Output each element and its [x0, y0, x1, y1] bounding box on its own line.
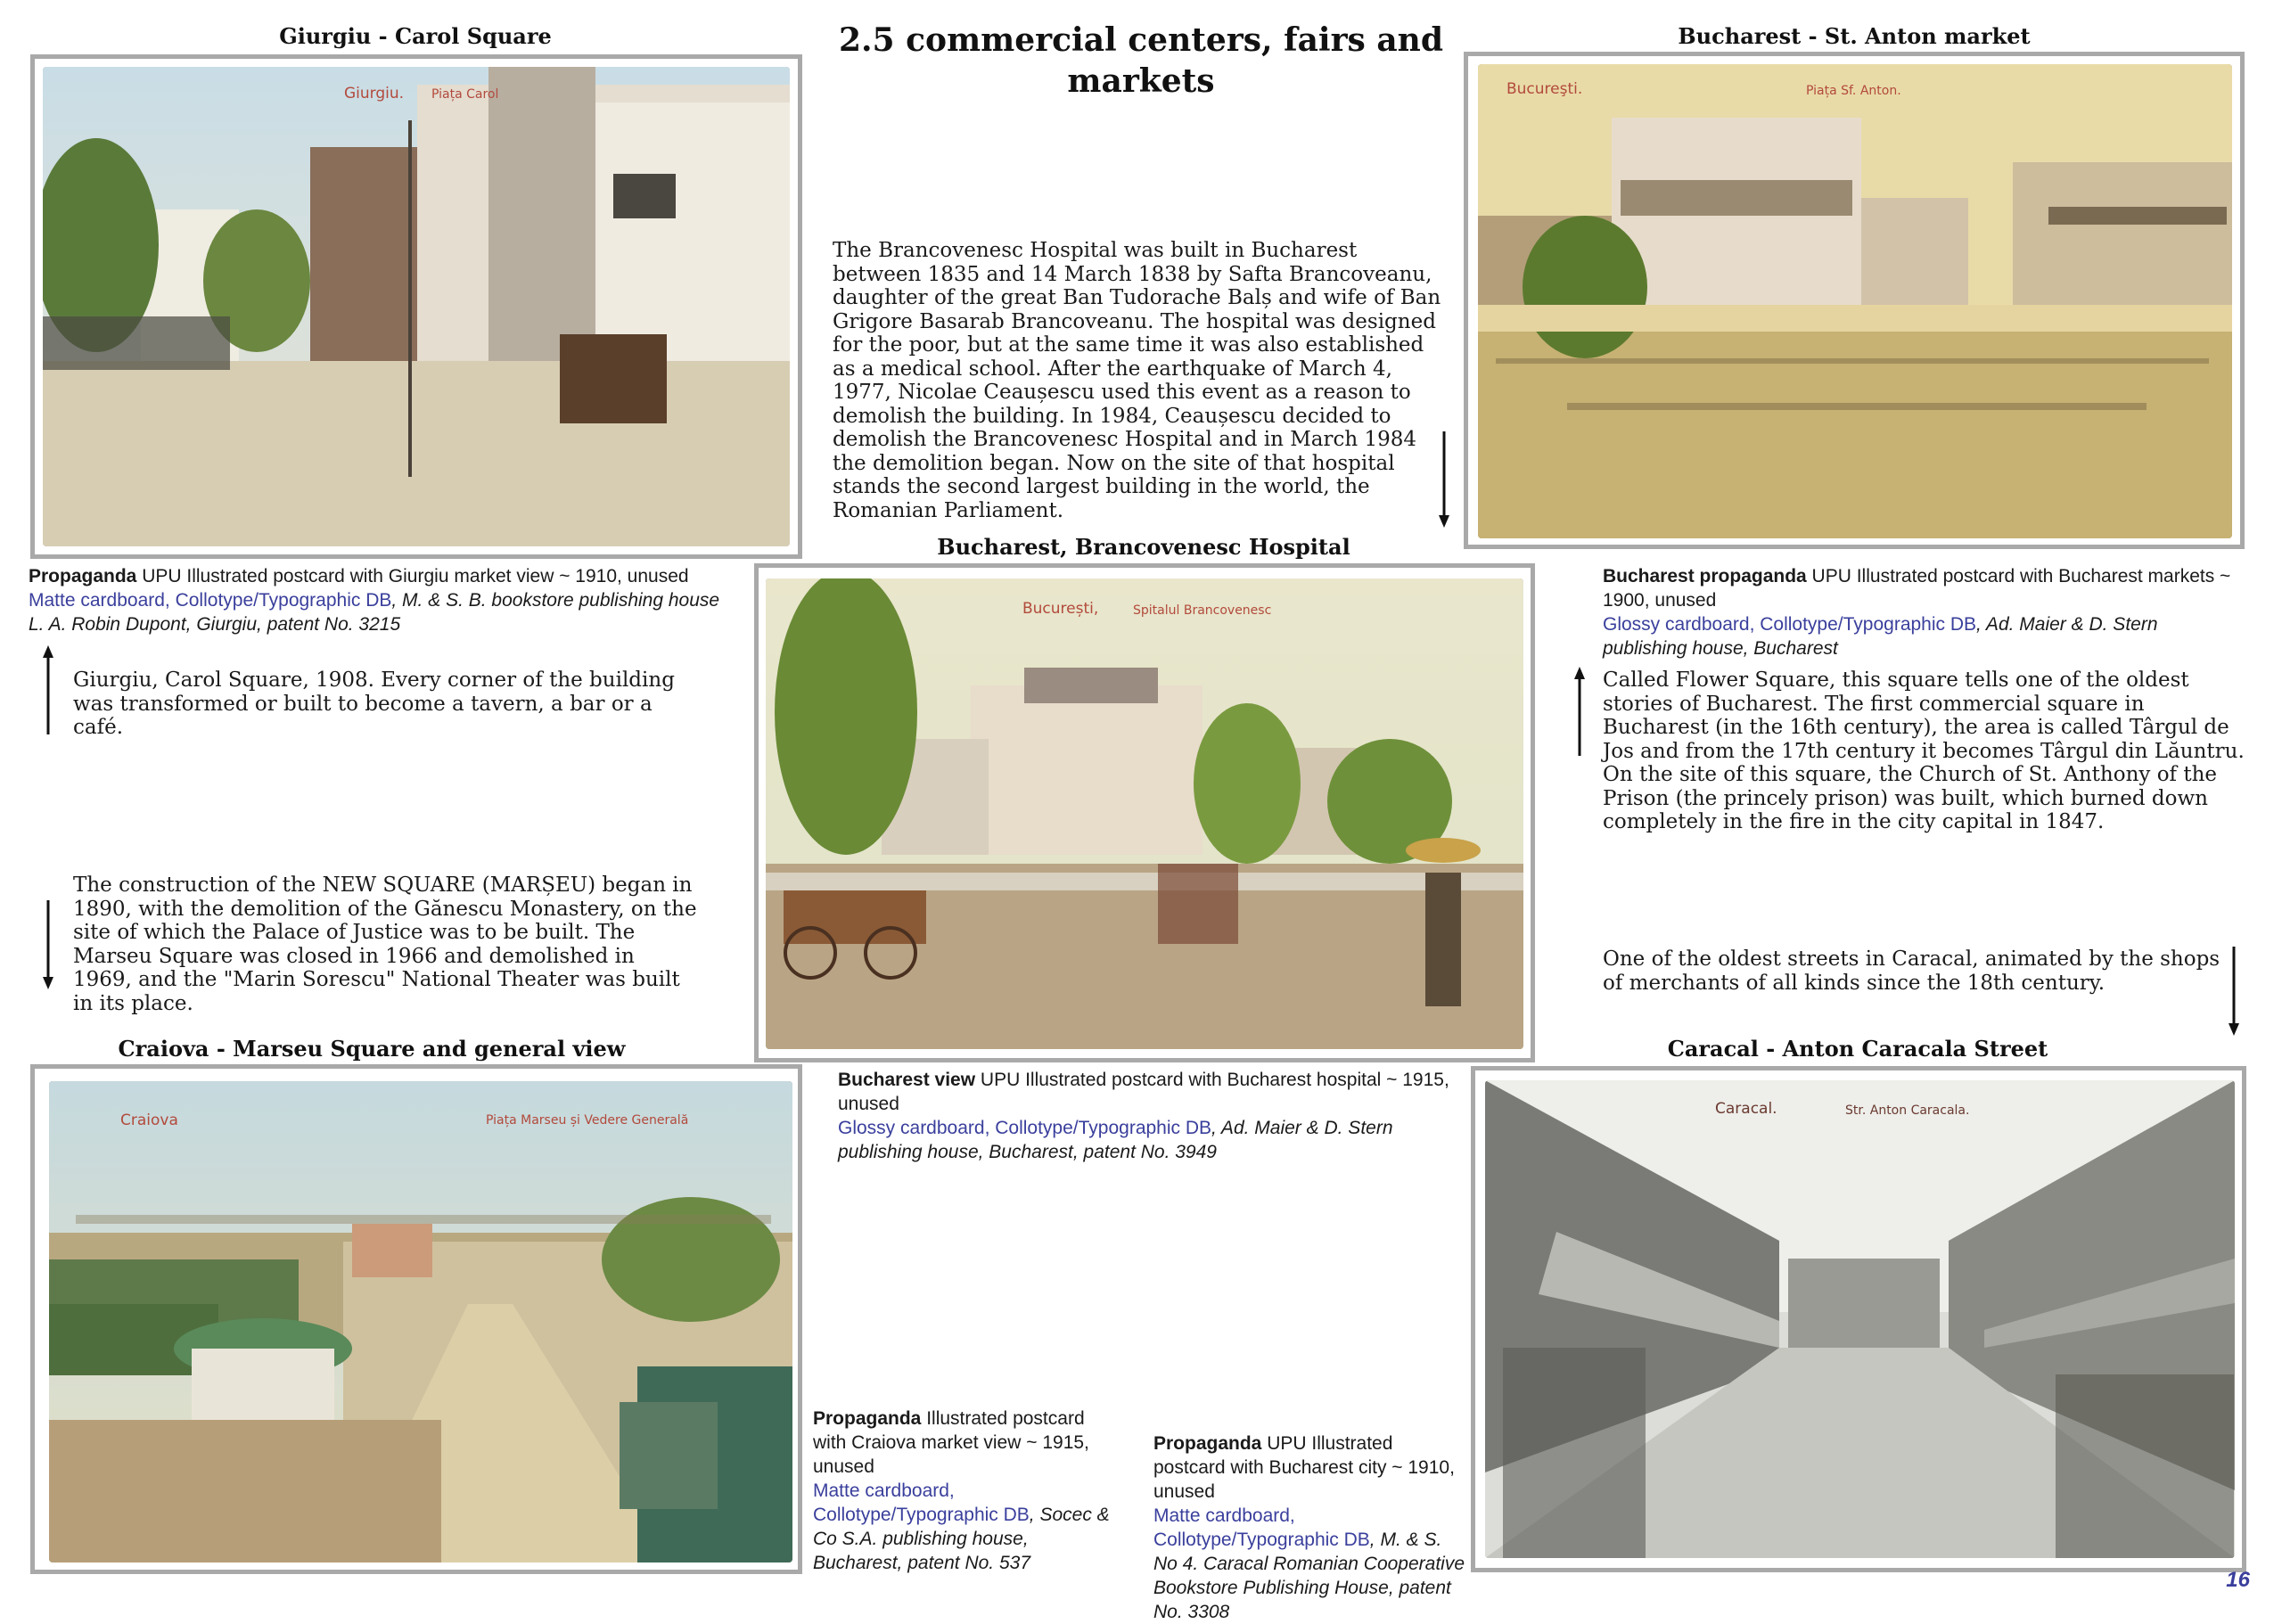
hospital-description — [838, 1068, 1453, 1164]
hospital-desc-bold: Bucharest view — [838, 1070, 976, 1090]
giurgiu-up-arrow-icon — [46, 645, 50, 734]
giurgiu-desc-bold: Propaganda — [29, 566, 137, 586]
anton-stamp-place: Piața Sf. Anton. — [1806, 84, 1901, 98]
caracal-desc-plain: UPU Illustrated postcard with Bucharest city ~ 1910, unused — [1153, 1433, 1455, 1502]
caracal-text: One of the oldest streets in Caracal, animated by the shops of merchants of all kinds since the 18th century. — [1603, 947, 2220, 995]
craiova-desc-bold: Propaganda — [813, 1408, 922, 1429]
giurgiu-caption: Giurgiu - Carol Square — [279, 23, 552, 49]
giurgiu-description — [29, 564, 724, 636]
craiova-frame — [30, 1064, 802, 1574]
caracal-desc-bold: Propaganda — [1153, 1433, 1262, 1454]
hospital-desc-material: Glossy cardboard, Collotype/Typographic DB — [838, 1118, 1212, 1138]
craiova-stamp-city: Craiova — [120, 1111, 178, 1129]
anton-desc-bold: Bucharest propaganda — [1603, 566, 1807, 586]
anton-up-arrow-icon — [1578, 667, 1581, 756]
giurgiu-desc-publisher: , M. & S. B. bookstore publishing house L. A. Robin Dupont, Giurgiu, patent No. 3215 — [29, 590, 720, 635]
giurgiu-frame — [30, 54, 802, 559]
caracal-frame — [1471, 1066, 2246, 1572]
caracal-desc-material: Matte cardboard, Collotype/Typographic DB — [1153, 1505, 1370, 1550]
anton-text: Called Flower Square, this square tells one of the oldest stories of Bucharest. The first commercial square in Bucharest (in the 16th century), the area is called Târgul de Jos and from the 17th century it becomes Târgul din Lăuntru. On the site of this square, the Church of St. Anthony of the Prison (the princely prison) was built, which burned down completely in the fire in the city capital in 1847. — [1603, 668, 2245, 833]
hospital-stamp-city: București, — [1022, 600, 1099, 618]
caracal-desc-publisher: , M. & S. No 4. Caracal Romanian Cooperative Bookstore Publishing House, patent No. 3308 — [1153, 1530, 1465, 1622]
hospital-frame — [754, 563, 1535, 1062]
anton-stamp-city: Bucureşti. — [1506, 80, 1583, 98]
caracal-caption: Caracal - Anton Caracala Street — [1667, 1036, 2048, 1062]
page-number: 16 — [2226, 1568, 2250, 1592]
craiova-postcard-image — [49, 1081, 792, 1562]
hospital-stamp-place: Spitalul Brancovenesc — [1133, 603, 1272, 618]
craiova-desc-material: Matte cardboard, Collotype/Typographic DB — [813, 1480, 1030, 1525]
giurgiu-stamp-city: Giurgiu. — [344, 85, 405, 103]
giurgiu-stamp-place: Piața Carol — [431, 87, 499, 102]
page-title: 2.5 commercial centers, fairs and markets — [838, 21, 1444, 100]
craiova-desc-publisher: , Socec & Co S.A. publishing house, Bucharest, patent No. 537 — [813, 1505, 1110, 1573]
anton-caption: Bucharest - St. Anton market — [1678, 23, 2031, 49]
anton-frame — [1464, 52, 2245, 549]
giurgiu-desc-plain: UPU Illustrated postcard with Giurgiu market view ~ 1910, unused — [136, 566, 689, 586]
anton-desc-publisher: , Ad. Maier & D. Stern publishing house, Bucharest — [1603, 614, 2158, 659]
caracal-down-arrow-icon — [2232, 947, 2236, 1036]
craiova-stamp-place: Piața Marseu și Vedere Generală — [486, 1113, 689, 1128]
hospital-history-text: The Brancovenesc Hospital was built in Bucharest between 1835 and 14 March 1838 by Safta Brancoveanu, daughter of the great Ban Tudorache Balș and wife of Ban Grigore Basarab Brancoveanu. The hospital was designed for the poor, but at the same time it was also established as a medical school. After the earthquake of March 4, 1977, Nicolae Ceaușescu used this event as a reason to demolish the building. In 1984, Ceaușescu decided to demolish the Brancovenesc Hospital and in March 1984 the demolition began. Now on the site of that hospital stands the second largest building in the world, the Romanian Parliament. — [833, 239, 1441, 522]
craiova-caption: Craiova - Marseu Square and general view — [118, 1036, 626, 1062]
hospital-desc-publisher: , Ad. Maier & D. Stern publishing house, Bucharest, patent No. 3949 — [838, 1118, 1393, 1162]
caracal-postcard-image — [1485, 1080, 2235, 1558]
hospital-down-arrow-icon — [1442, 431, 1446, 528]
giurgiu-postcard-image — [43, 67, 790, 546]
hospital-caption: Bucharest, Brancovenesc Hospital — [937, 534, 1350, 560]
giurgiu-desc-material: Matte cardboard, Collotype/Typographic DB — [29, 590, 392, 611]
caracal-description — [1153, 1431, 1465, 1624]
craiova-desc-plain: Illustrated postcard with Craiova market view ~ 1915, unused — [813, 1408, 1089, 1477]
hospital-postcard-image — [766, 578, 1523, 1049]
giurgiu-text: Giurgiu, Carol Square, 1908. Every corner of the building was transformed or built to become a tavern, a bar or a café. — [73, 668, 675, 739]
anton-postcard-image — [1478, 64, 2232, 538]
anton-description — [1603, 564, 2245, 660]
craiova-text: The construction of the NEW SQUARE (MARȘEU) began in 1890, with the demolition of the Gănescu Monastery, on the site of which the Palace of Justice was to be built. The Marseu Square was closed in 1966 and demolished in 1969, and the "Marin Sorescu" National Theater was built in its place. — [73, 874, 697, 1015]
caracal-stamp-place: Str. Anton Caracala. — [1845, 1103, 1970, 1118]
craiova-description — [813, 1407, 1116, 1575]
craiova-down-arrow-icon — [46, 900, 50, 989]
caracal-stamp-city: Caracal. — [1715, 1100, 1777, 1118]
anton-desc-material: Glossy cardboard, Collotype/Typographic DB — [1603, 614, 1977, 635]
hospital-desc-plain: UPU Illustrated postcard with Bucharest hospital ~ 1915, unused — [838, 1070, 1449, 1114]
anton-desc-plain: UPU Illustrated postcard with Bucharest markets ~ 1900, unused — [1603, 566, 2231, 611]
